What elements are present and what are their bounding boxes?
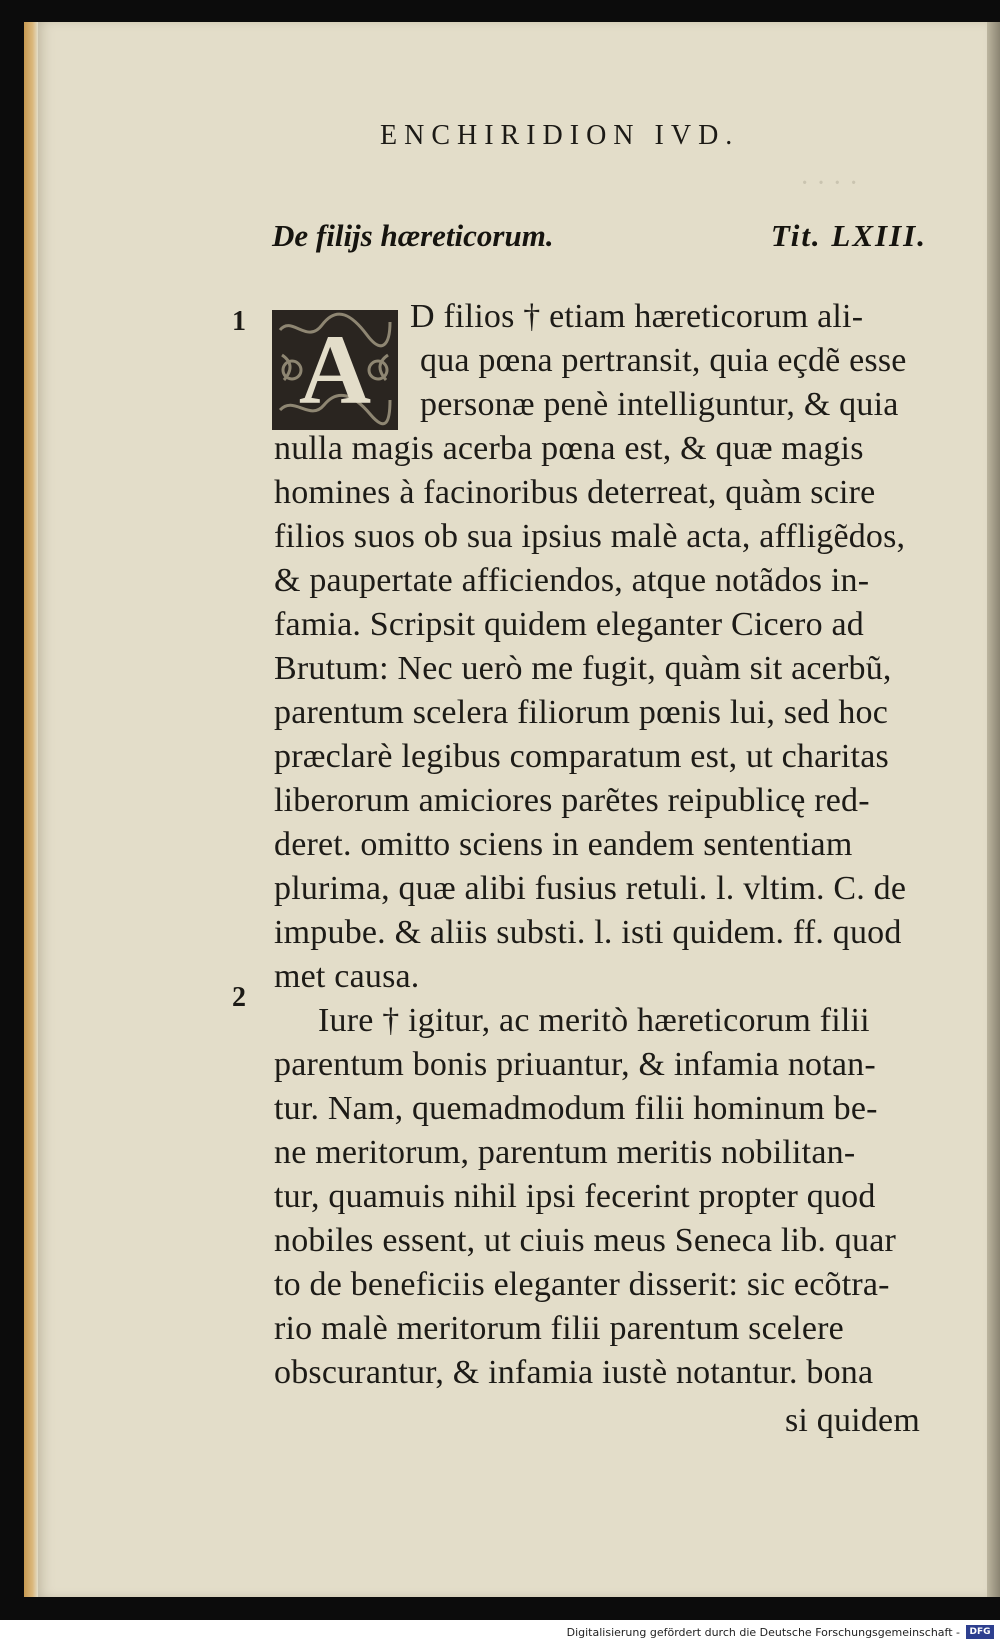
- text-line: personæ penè intelliguntur, & quia: [420, 386, 899, 423]
- text-line: tur, quamuis nihil ipsi fecerint propter quod: [274, 1178, 876, 1215]
- text-line: met causa.: [274, 958, 420, 995]
- text-line: præclarè legibus comparatum est, ut charitas: [274, 738, 889, 775]
- text-line: to de beneficiis eleganter disserit: sic ecõtra-: [274, 1266, 890, 1303]
- page-gutter-edge: [24, 22, 38, 1597]
- margin-number-1: 1: [232, 306, 246, 337]
- show-through-text: · · · ·: [800, 168, 859, 199]
- running-head: ENCHIRIDION IVD.: [380, 120, 740, 151]
- text-line: nobiles essent, ut ciuis meus Seneca lib. quar: [274, 1222, 897, 1259]
- dfg-logo: DFG: [966, 1625, 994, 1639]
- text-line: parentum scelera filiorum pœnis lui, sed hoc: [274, 694, 889, 731]
- text-line: tur. Nam, quemadmodum filii hominum be-: [274, 1090, 878, 1127]
- text-line: obscurantur, & infamia iustè notantur. bona: [274, 1354, 874, 1391]
- text-line: deret. omitto sciens in eandem sententiam: [274, 826, 853, 863]
- margin-number-2: 2: [232, 982, 246, 1013]
- text-line: Brutum: Nec uerò me fugit, quàm sit acerbũ,: [274, 650, 892, 687]
- text-line: qua pœna pertransit, quia eçdẽ esse: [420, 342, 907, 379]
- chapter-title: [272, 218, 932, 268]
- text-line: parentum bonis priuantur, & infamia notan-: [274, 1046, 876, 1083]
- text-line: Iure † igitur, ac meritò hæreticorum filii: [318, 1002, 870, 1039]
- text-line: homines à facinoribus deterreat, quàm scire: [274, 474, 876, 511]
- initial-letter: A: [298, 314, 372, 425]
- footer-credit: Digitalisierung gefördert durch die Deutsche Forschungsgemeinschaft -: [566, 1626, 960, 1639]
- next-page-edge: [987, 22, 1000, 1597]
- text-line: liberorum amiciores parẽtes reipublicę red-: [274, 782, 870, 819]
- chapter-title-number: Tit. LXIII.: [770, 218, 927, 253]
- text-line: ne meritorum, parentum meritis nobilitan-: [274, 1134, 856, 1171]
- text-line: famia. Scripsit quidem eleganter Cicero ad: [274, 606, 864, 643]
- text-line: filios suos ob sua ipsius malè acta, affligẽdos,: [274, 518, 906, 555]
- chapter-title-text: De filijs hæreticorum.: [272, 218, 554, 253]
- text-line: rio malè meritorum filii parentum scelere: [274, 1310, 844, 1347]
- text-line: nulla magis acerba pœna est, & quæ magis: [274, 430, 864, 467]
- text-line: plurima, quæ alibi fusius retuli. l. vltim. C. de: [274, 870, 907, 907]
- decorated-initial: [272, 310, 398, 430]
- text-line: impube. & aliis substi. l. isti quidem. ff. quod: [274, 914, 902, 951]
- text-line: D filios † etiam hæreticorum ali-: [410, 298, 864, 335]
- text-line: & paupertate afficiendos, atque notãdos in-: [274, 562, 870, 599]
- catchword: si quidem: [785, 1402, 920, 1439]
